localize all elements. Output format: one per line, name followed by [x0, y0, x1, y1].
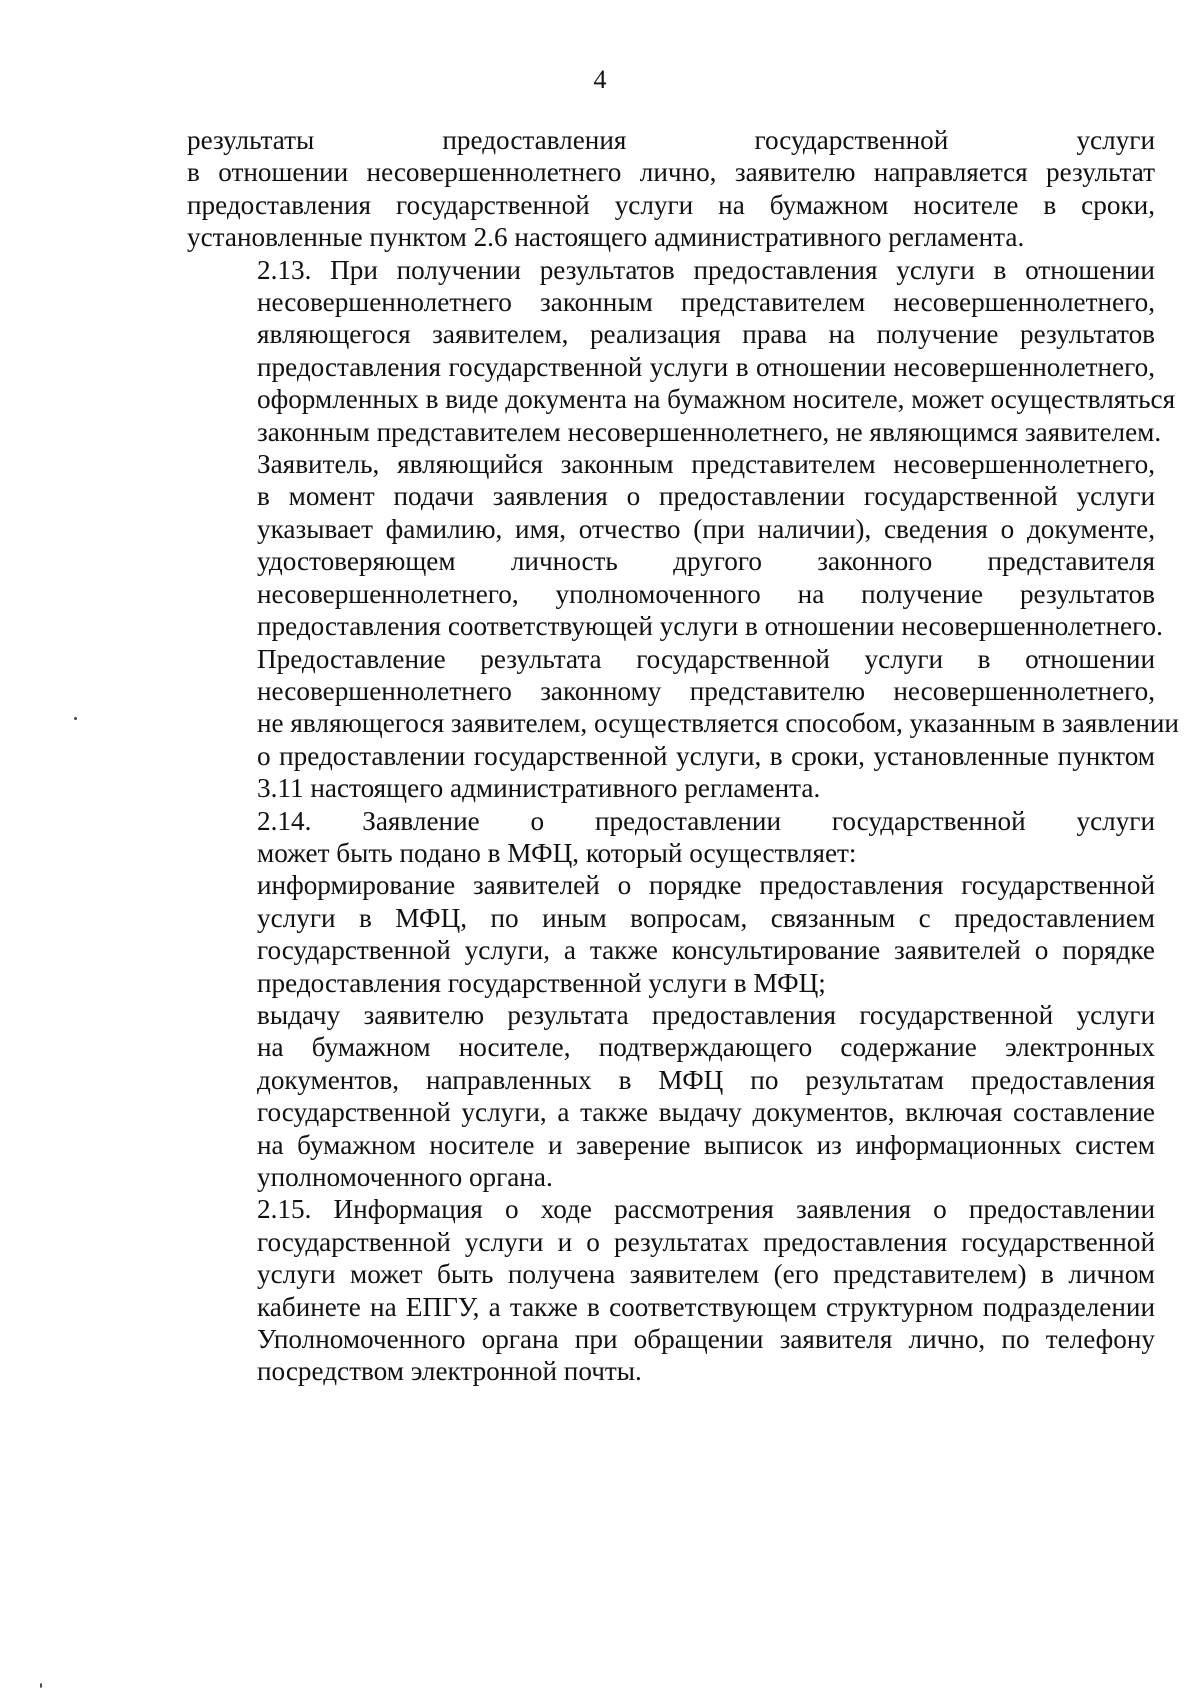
text-line: государственной услуги и о результатах предоставления государственной	[257, 1226, 1155, 1257]
text-line: государственной услуги, а также консультирование заявителей о порядке	[257, 935, 1155, 966]
text-line: удостоверяющем личность другого законного представителя	[257, 546, 1155, 577]
text-line: кабинете на ЕПГУ, а также в соответствующем структурном подразделении	[257, 1291, 1155, 1322]
text-line: предоставления государственной услуги на бумажном носителе в сроки,	[187, 189, 1155, 220]
text-line: указывает фамилию, имя, отчество (при наличии), сведения о документе,	[257, 513, 1155, 544]
text-line: услуги в МФЦ, по иным вопросам, связанным с предоставлением	[257, 902, 1155, 933]
paragraph	[187, 805, 1155, 870]
text-line: не являющегося заявителем, осуществляется способом, указанным в заявлении	[257, 708, 1179, 739]
text-line: предоставления государственной услуги в отношении несовершеннолетнего,	[257, 351, 1155, 382]
text-line: Предоставление результата государственной услуги в отношении	[257, 643, 1155, 674]
text-line: 2.14. Заявление о предоставлении государственной услуги	[257, 805, 1155, 836]
text-line: информирование заявителей о порядке предоставления государственной	[257, 870, 1155, 901]
paragraph	[187, 1193, 1155, 1387]
paragraph	[187, 999, 1155, 1193]
paragraph	[187, 124, 1155, 254]
text-line: посредством электронной почты.	[257, 1356, 642, 1387]
text-line: услуги может быть получена заявителем (его представителем) в личном	[257, 1259, 1155, 1290]
text-line: несовершеннолетнего, уполномоченного на получение результатов	[257, 578, 1155, 609]
text-line: Заявитель, являющийся законным представителем несовершеннолетнего,	[257, 449, 1155, 480]
text-line: документов, направленных в МФЦ по результатам предоставления	[257, 1064, 1155, 1095]
document-body	[187, 124, 1179, 1388]
text-line: результаты предоставления государственной услуги	[187, 125, 1155, 155]
text-line: о предоставлении государственной услуги, в сроки, установленные пунктом	[257, 740, 1155, 771]
text-line: Уполномоченного органа при обращении заявителя лично, по телефону	[257, 1324, 1155, 1355]
paragraph	[187, 448, 1163, 642]
paragraph	[187, 869, 1155, 999]
text-line: может быть подано в МФЦ, который осуществляет:	[257, 837, 857, 868]
text-line: установленные пунктом 2.6 настоящего административного регламента.	[187, 222, 1025, 253]
page-number: 4	[593, 65, 607, 94]
paragraph	[187, 254, 1176, 448]
text-line: на бумажном носителе, подтверждающего содержание электронных	[257, 1032, 1155, 1063]
scan-speck	[74, 717, 77, 720]
text-line: предоставления соответствующей услуги в отношении несовершеннолетнего.	[257, 611, 1163, 642]
text-line: 2.15. Информация о ходе рассмотрения заявления о предоставлении	[257, 1194, 1155, 1225]
text-line: законным представителем несовершеннолетнего, не являющимся заявителем.	[257, 416, 1162, 447]
text-line: в момент подачи заявления о предоставлении государственной услуги	[257, 481, 1155, 512]
text-line: 3.11 настоящего административного регламента.	[257, 773, 821, 804]
text-line: в отношении несовершеннолетнего лично, заявителю направляется результат	[187, 157, 1155, 188]
text-line: 2.13. При получении результатов предоставления услуги в отношении	[257, 254, 1155, 285]
text-line: государственной услуги, а также выдачу документов, включая составление	[257, 1097, 1155, 1128]
text-line: предоставления государственной услуги в МФЦ;	[257, 967, 826, 998]
text-line: оформленных в виде документа на бумажном носителе, может осуществляться	[257, 384, 1176, 415]
text-line: на бумажном носителе и заверение выписок из информационных систем	[257, 1129, 1155, 1160]
scan-speck	[40, 1683, 42, 1688]
text-line: несовершеннолетнего законному представителю несовершеннолетнего,	[257, 675, 1155, 706]
text-line: являющегося заявителем, реализация права на получение результатов	[257, 319, 1155, 350]
text-line: уполномоченного органа.	[257, 1162, 553, 1192]
paragraph	[187, 643, 1179, 805]
text-line: выдачу заявителю результата предоставления государственной услуги	[257, 999, 1155, 1030]
text-line: несовершеннолетнего законным представителем несовершеннолетнего,	[257, 287, 1155, 318]
